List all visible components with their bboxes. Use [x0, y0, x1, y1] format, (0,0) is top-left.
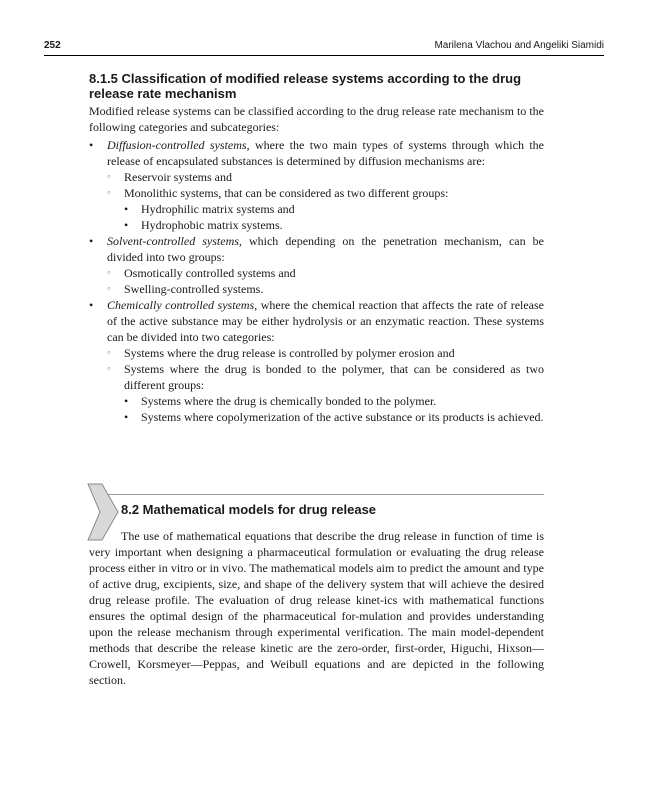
circle-bullet-icon: ◦: [107, 363, 111, 375]
bullet-icon: •: [124, 202, 129, 216]
page-number: 252: [44, 40, 61, 51]
subsection-title: 8.1.5 Classification of modified release systems according to the drug release rate mechanism: [89, 71, 522, 101]
section-title: 8.2 Mathematical models for drug release: [121, 502, 377, 517]
bullet-icon: •: [89, 298, 94, 312]
subsection-intro: Modified release systems can be classified according to the drug release rate mechanism to the following categories and subcategories:: [89, 104, 544, 134]
bullet-icon: •: [124, 410, 129, 424]
subcategory-item: [107, 281, 544, 297]
circle-bullet-icon: ◦: [107, 171, 111, 183]
subcategory-label: Osmotically controlled systems and: [124, 266, 296, 280]
category-text: , where the chemical reaction that affects the rate of release of the active substance may be either hydrolysis or an enzymatic reaction. These systems can be divided into two categories:: [107, 298, 544, 344]
subcategory-item: [107, 185, 544, 233]
category-item: [89, 297, 544, 425]
group-label: Hydrophobic matrix systems.: [141, 218, 283, 232]
running-authors: Marilena Vlachou and Angeliki Siamidi: [434, 40, 604, 51]
group-item: [124, 217, 544, 233]
group-item: [124, 201, 544, 217]
section-paragraph: The use of mathematical equations that describe the drug release in function of time is very important when designing a pharmaceutical formulation or evaluating the drug release process either in vitro or in vivo. The mathematical models aim to predict the amount and type of active drug, excipients, size, and shape of the delivery system that will achieve the desired drug release profile. The evaluation of drug release kinet-ics with mathematical functions ensures the optimal design of the pharmaceutical for-mulation and provides understanding upon the release mechanism through experimental verification. The main model-dependent methods that describe the release kinetic are the zero-order, first-order, Higuchi, Hixson—Crowell, Korsmeyer—Peppas, and Weibull equations and are depicted in the following section.: [89, 529, 544, 687]
group-item: [124, 393, 544, 409]
bullet-icon: •: [124, 394, 129, 408]
circle-bullet-icon: ◦: [107, 283, 111, 295]
category-text: , where the two main types of systems through which the release of encapsulated substances is determined by diffusion mechanisms are:: [107, 138, 544, 168]
subcategory-label: Monolithic systems, that can be considered as two different groups:: [124, 186, 449, 200]
subcategory-list: [107, 169, 544, 233]
subcategory-label: Systems where the drug release is controlled by polymer erosion and: [124, 346, 455, 360]
group-list: [124, 393, 544, 425]
bullet-icon: •: [89, 138, 94, 152]
header-rule: [44, 55, 604, 56]
group-list: [124, 201, 544, 233]
subcategory-list: [107, 345, 544, 425]
category-name: Chemically controlled systems: [107, 298, 255, 312]
group-item: [124, 409, 544, 425]
circle-bullet-icon: ◦: [107, 267, 111, 279]
subcategory-list: [107, 265, 544, 297]
category-item: [89, 233, 544, 297]
subcategory-label: Swelling-controlled systems.: [124, 282, 264, 296]
group-label: Systems where copolymerization of the active substance or its products is achieved.: [141, 410, 544, 424]
category-item: [89, 137, 544, 233]
running-head: [44, 40, 604, 56]
category-text: , which depending on the penetration mechanism, can be divided into two groups:: [107, 234, 544, 264]
subcategory-item: [107, 345, 544, 361]
bullet-icon: •: [124, 218, 129, 232]
subcategory-item: [107, 265, 544, 281]
circle-bullet-icon: ◦: [107, 187, 111, 199]
subcategory-label: Systems where the drug is bonded to the polymer, that can be considered as two different groups:: [124, 362, 544, 392]
category-name: Solvent-controlled systems: [107, 234, 239, 248]
section-rule: [108, 494, 544, 495]
subcategory-item: [107, 169, 544, 185]
subcategory-item: [107, 361, 544, 425]
category-list: [89, 137, 544, 425]
group-label: Systems where the drug is chemically bonded to the polymer.: [141, 394, 437, 408]
subcategory-label: Reservoir systems and: [124, 170, 232, 184]
circle-bullet-icon: ◦: [107, 347, 111, 359]
bullet-icon: •: [89, 234, 94, 248]
group-label: Hydrophilic matrix systems and: [141, 202, 295, 216]
category-name: Diffusion-controlled systems: [107, 138, 247, 152]
